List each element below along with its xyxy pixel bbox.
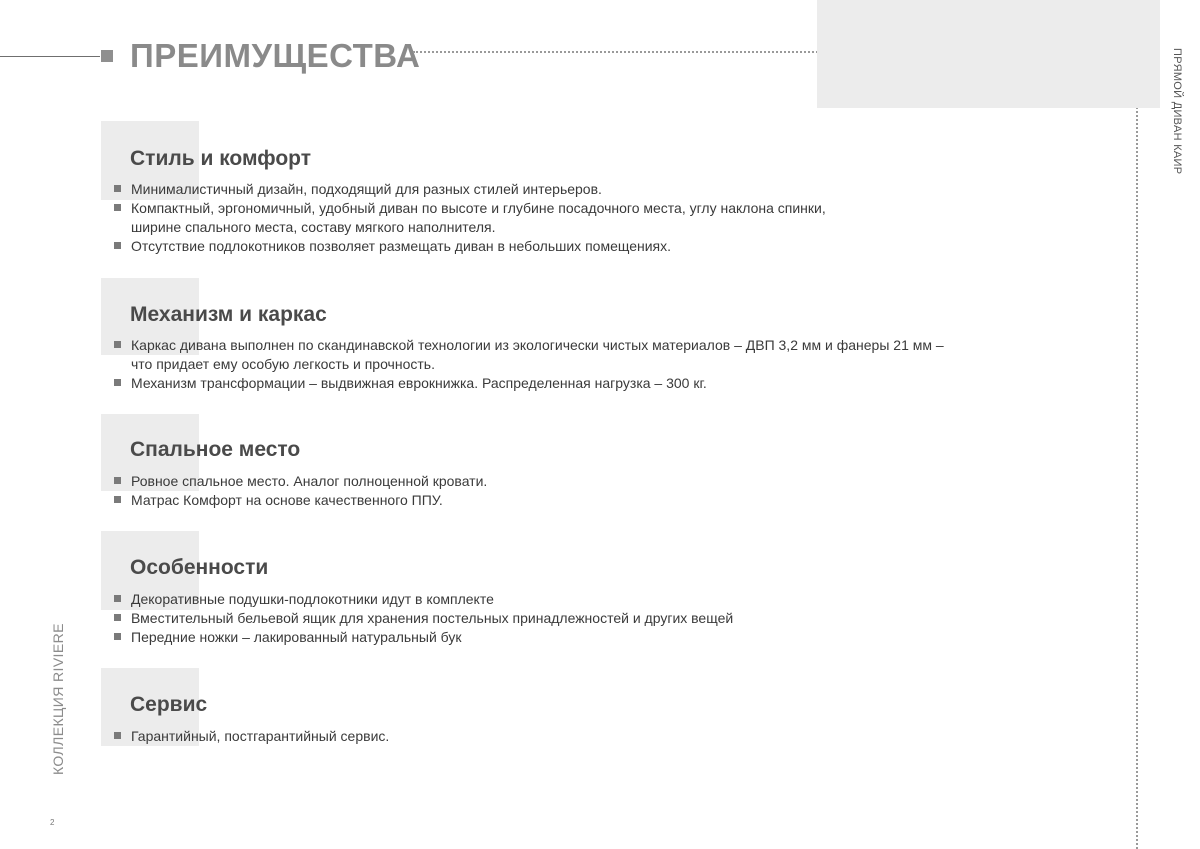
list-item: Передние ножки – лакированный натуральный бук: [113, 628, 733, 647]
section-list-features: [113, 590, 733, 647]
list-item: Отсутствие подлокотников позволяет размещать диван в небольших помещениях.: [113, 237, 826, 256]
header-rule-line: [0, 56, 100, 57]
collection-name-vertical: КОЛЛЕКЦИЯ RIVIERE: [50, 623, 66, 775]
list-item: Компактный, эргономичный, удобный диван по высоте и глубине посадочного места, углу наклона спинки, ширине спального места, составу мягкого наполнителя.: [113, 199, 826, 237]
list-item: Ровное спальное место. Аналог полноценной кровати.: [113, 472, 487, 491]
section-list-style-comfort: [113, 180, 826, 256]
section-list-service: [113, 727, 389, 746]
section-title-style-comfort: Стиль и комфорт: [130, 147, 311, 170]
section-title-sleeping-place: Спальное место: [130, 438, 301, 461]
list-item: Минималистичный дизайн, подходящий для разных стилей интерьеров.: [113, 180, 826, 199]
dotted-border-right: [1136, 51, 1138, 849]
list-item: Каркас дивана выполнен по скандинавской технологии из экологически чистых материалов – ДВП 3,2 мм и фанеры 21 мм – что придает ему особую легкость и прочность.: [113, 336, 944, 374]
list-item: Вместительный бельевой ящик для хранения постельных принадлежностей и других вещей: [113, 609, 733, 628]
decorative-rectangle: [817, 0, 1160, 108]
page-title: ПРЕИМУЩЕСТВА: [130, 37, 421, 74]
list-item: Матрас Комфорт на основе качественного ППУ.: [113, 491, 487, 510]
list-item: Механизм трансформации – выдвижная еврокнижка. Распределенная нагрузка – 300 кг.: [113, 374, 944, 393]
list-item: Гарантийный, постгарантийный сервис.: [113, 727, 389, 746]
section-list-mechanism-frame: [113, 336, 944, 393]
section-title-service: Сервис: [130, 693, 208, 716]
page-number: 2: [50, 818, 55, 827]
section-list-sleeping-place: [113, 472, 487, 510]
section-title-features: Особенности: [130, 556, 269, 579]
product-name-vertical: ПРЯМОЙ ДИВАН КАИР: [1171, 48, 1183, 175]
list-item: Декоративные подушки-подлокотники идут в комплекте: [113, 590, 733, 609]
section-title-mechanism-frame: Механизм и каркас: [130, 303, 327, 326]
title-square-icon: [101, 50, 113, 62]
